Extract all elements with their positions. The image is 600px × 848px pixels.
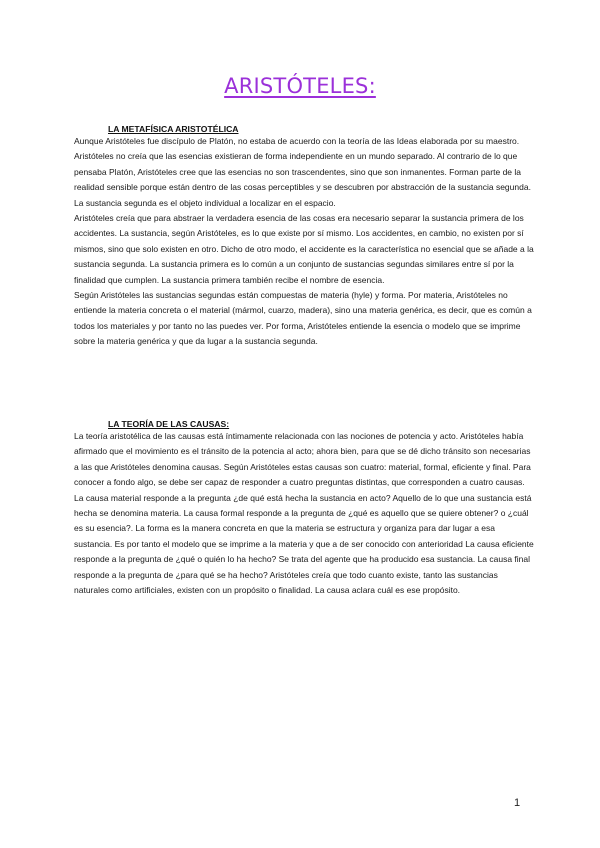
paragraph: Aristóteles creía que para abstraer la verdadera esencia de las cosas era necesario separar la sustancia primera de los accidentes. La sustancia, según Aristóteles, es lo que existe por sí mismo. Los accidentes, en cambio, no existen por sí mismos, sino que solo existen en otro. Dicho de otro modo, el accidente es la característica no esencial que se añade a la sustancia segunda. La sustancia primera es lo común a un conjunto de sustancias segundas similares entre sí por la finalidad que cumplen. La sustancia primera también recibe el nombre de esencia.	[74, 213, 534, 285]
section-body-metafisica	[74, 134, 534, 350]
section-body-causas	[74, 429, 534, 598]
paragraph: Aunque Aristóteles fue discípulo de Platón, no estaba de acuerdo con la teoría de las Ideas elaborada por su maestro. Aristóteles no creía que las esencias existieran de forma independiente en un mundo separado. Al contrario de lo que pensaba Platón, Aristóteles cree que las esencias no son trascendentes, sino que son inmanentes. Forman parte de la realidad sensible porque están dentro de las cosas perceptibles y se descubren por abstracción de la sustancia segunda. La sustancia segunda es el objeto individual a localizar en el espacio.	[74, 136, 531, 208]
paragraph: Según Aristóteles las sustancias segundas están compuestas de materia (hyle) y forma. Por materia, Aristóteles no entiende la materia concreta o el material (mármol, cuarzo, madera), sino una materia genérica, es decir, que es común a todos los materiales y por tanto no las puedes ver. Por forma, Aristóteles entiende la esencia o modelo que se imprime sobre la materia genérica y que da lugar a la sustancia segunda.	[74, 290, 532, 347]
section-heading-causas: LA TEORÍA DE LAS CAUSAS:	[108, 419, 230, 429]
section-heading-metafisica: LA METAFÍSICA ARISTOTÉLICA	[108, 124, 239, 134]
document-title: ARISTÓTELES:	[224, 74, 376, 98]
paragraph: La teoría aristotélica de las causas está íntimamente relacionada con las nociones de potencia y acto. Aristóteles había afirmado que el movimiento es el tránsito de la potencia al acto; ahora bien, para que se dé dicho tránsito son necesarias a las que Aristóteles denomina causas. Según Aristóteles estas causas son cuatro: material, formal, eficiente y final. Para conocer a fondo algo, se debe ser capaz de responder a cuatro preguntas distintas, que corresponden a cuatro causas. La causa material responde a la pregunta ¿de qué está hecha la sustancia en acto? Aquello de lo que una sustancia está hecha se denomina materia. La causa formal responde a la pregunta de ¿qué es aquello que se quiere obtener? o ¿cuál es su esencia?. La forma es la manera concreta en que la materia se estructura y organiza para dar lugar a esa sustancia. Es por tanto el modelo que se imprime a la materia y que a de ser conocido con anterioridad La causa eficiente responde a la pregunta de ¿qué o quién lo ha hecho? Se trata del agente que ha producido esa sustancia. La causa final responde a la pregunta de ¿para qué se ha hecho? Aristóteles creía que todo cuanto existe, tanto las sustancias naturales como artificiales, existen con un propósito o finalidad. La causa aclara cuál es ese propósito.	[74, 431, 534, 596]
page-number: 1	[514, 797, 521, 809]
